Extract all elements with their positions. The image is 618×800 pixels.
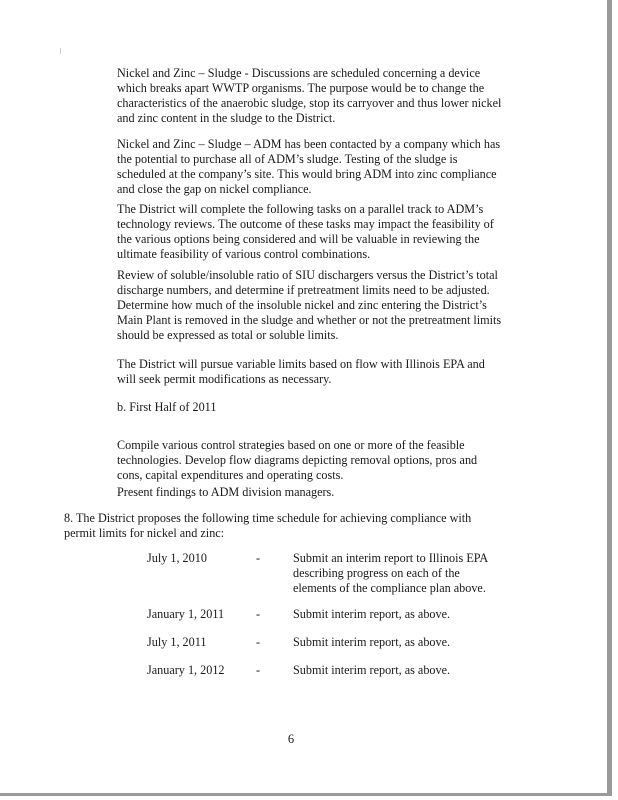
item-8-schedule-intro: 8. The District proposes the following time schedule for achieving compliance with permit limits for nickel and zinc:	[64, 511, 472, 540]
schedule-date: January 1, 2011	[147, 607, 225, 621]
schedule-dash: -	[256, 551, 261, 565]
schedule-date: January 1, 2012	[147, 663, 225, 677]
schedule-description: Submit interim report, as above.	[293, 635, 451, 649]
paragraph-soluble-ratio-review: Review of soluble/insoluble ratio of SIU dischargers versus the District’s total discharge numbers, and determine if pretreatment limits need to be adjusted. Determine how much of the insoluble nickel and zinc entering the District’s Main Plant is removed in the sludge and whether or not the pretreatment limits should be expressed as total or soluble limits.	[117, 268, 502, 342]
schedule-row	[0, 663, 612, 711]
paragraph-control-strategies: Compile various control strategies based on one or more of the feasible technologies. Develop flow diagrams depicting removal options, pros and cons, capital expenditures and operating costs.	[117, 438, 478, 482]
paragraph-variable-limits: The District will pursue variable limits based on flow with Illinois EPA and will seek permit modifications as necessary.	[117, 357, 485, 386]
paragraph-present-findings: Present findings to ADM division managers.	[117, 485, 335, 499]
paragraph-nickel-zinc-sludge-adm: Nickel and Zinc – Sludge – ADM has been contacted by a company which has the potential to purchase all of ADM’s sludge. Testing of the sludge is scheduled at the company’s site. This would bring ADM into zinc compliance and close the gap on nickel compliance.	[117, 137, 501, 196]
page-number: 6	[287, 732, 295, 746]
schedule-row	[0, 551, 612, 599]
schedule-description: Submit interim report, as above.	[293, 663, 451, 677]
paragraph-parallel-track: The District will complete the following tasks on a parallel track to ADM’s technology reviews. The outcome of these tasks may impact the feasibility of the various options being considered and will be valuable in reviewing the ultimate feasibility of various control combinations.	[117, 202, 494, 261]
schedule-date: July 1, 2010	[147, 551, 207, 565]
schedule-description: Submit interim report, as above.	[293, 607, 451, 621]
schedule-description: Submit an interim report to Illinois EPA describing progress on each of the elements of the compliance plan above.	[293, 551, 488, 595]
schedule-dash: -	[256, 635, 261, 649]
schedule-dash: -	[256, 663, 261, 677]
subheading-first-half-2011: b. First Half of 2011	[117, 400, 217, 414]
schedule-dash: -	[256, 607, 261, 621]
scan-mark	[60, 48, 61, 54]
paragraph-nickel-zinc-sludge-device: Nickel and Zinc – Sludge - Discussions are scheduled concerning a device which breaks apart WWTP organisms. The purpose would be to change the characteristics of the anaerobic sludge, stop its carryover and thus lower nickel and zinc content in the sludge to the District.	[117, 66, 502, 125]
schedule-date: July 1, 2011	[147, 635, 207, 649]
